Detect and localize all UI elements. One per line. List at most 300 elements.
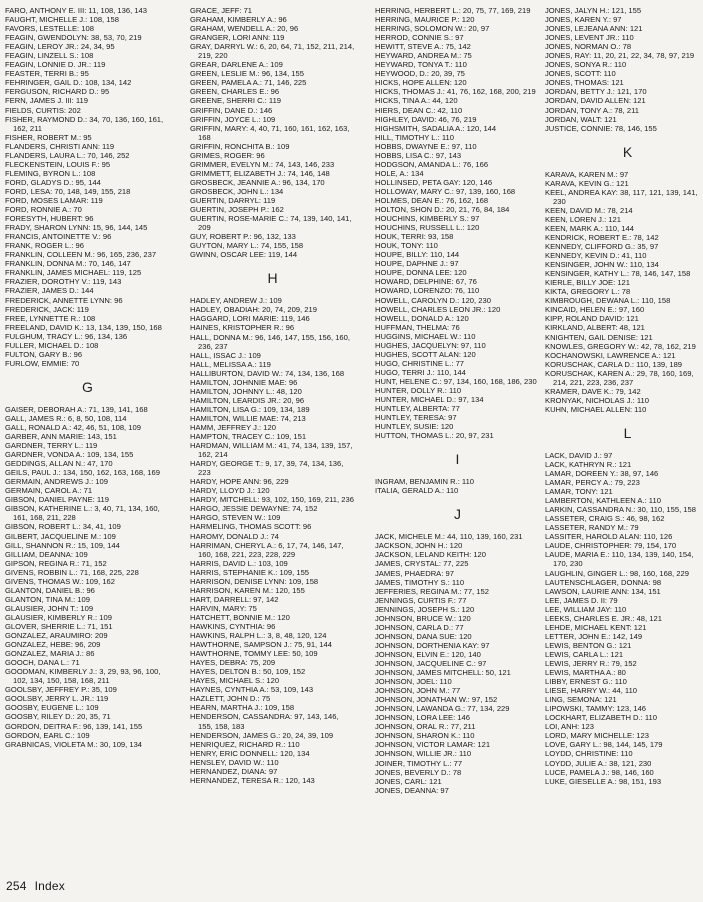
index-entry: FERGUSON, RICHARD D.: 95	[5, 87, 110, 97]
index-entry: GEILS, PAUL J.: 134, 150, 162, 163, 168, 169	[5, 468, 160, 478]
index-entry: HERRING, HERBERT L.: 20, 75, 77, 169, 219	[375, 6, 531, 15]
index-entry: GIVENS, THOMAS W.: 109, 162	[5, 576, 116, 586]
index-entry: HAMILTON, LEARDIS JR.: 20, 96	[190, 395, 305, 405]
index-entry: HOLLOWAY, MARY C.: 97, 139, 160, 168	[375, 186, 516, 196]
index-entry: KIKTA, GREGORY L.: 78	[545, 287, 631, 297]
index-entry: GARDNER, TERRY L.: 119	[5, 441, 98, 451]
index-entry: JORDAN, TONY A.: 78, 211	[545, 105, 639, 115]
index-entry: GALL, RONALD A.: 42, 46, 51, 108, 109	[5, 422, 141, 432]
index-entry: HAWTHORNE, TOMMY LEE: 50, 109	[190, 649, 318, 659]
section-letter-heading: I	[455, 451, 460, 468]
index-entry: HUNTLEY, TERESA: 97	[375, 413, 457, 423]
index-entry: GIVENS, ROBBIN L.: 71, 168, 225, 228	[5, 567, 139, 577]
index-entry: GWINN, OSCAR LEE: 119, 144	[190, 250, 298, 260]
index-entry: JONES, SONYA R.: 110	[545, 60, 627, 70]
index-entry: JOHNSON, DANA SUE: 120	[375, 631, 472, 641]
index-entry: GORDON, DEITRA F.: 96, 139, 141, 155	[5, 721, 143, 731]
index-entry: FRANKLIN, COLLEEN M.: 96, 165, 236, 237	[5, 250, 157, 260]
index-entry: FLANDERS, CHRISTI ANN: 119	[5, 141, 115, 151]
index-entry: HAMPTON, TRACEY C.: 109, 151	[190, 432, 307, 442]
index-entry: HOBBS, LISA C.: 97, 143	[375, 150, 462, 160]
index-entry: KRAMER, DAVE K.: 79, 142	[545, 386, 641, 396]
index-entry: GRIMES, ROGER: 96	[190, 150, 265, 160]
index-entry: GRAHAM, WENDELL A.: 20, 96	[190, 24, 299, 34]
index-entry: JOHNSON, VICTOR LAMAR: 121	[375, 740, 491, 750]
index-entry: GRIFFIN, RONCHITA B.: 109	[190, 141, 290, 151]
index-entry: KENDRICK, ROBERT E.: 78, 142	[545, 232, 659, 242]
index-entry: LEWIS, BENTON G.: 121	[545, 640, 632, 650]
index-entry: JORDAN, WALT: 121	[545, 114, 617, 124]
index-entry: KNIGHTEN, GAIL DENISE: 121	[545, 332, 653, 342]
index-entry: HARRISON, KAREN M.: 120, 155	[190, 585, 305, 595]
index-entry: KENNEDY, KEVIN D.: 41, 110	[545, 251, 647, 261]
index-entry: JAMES, PHAEDRA: 97	[375, 568, 454, 578]
index-entry: HUNTLEY, ALBERTA: 77	[375, 404, 460, 414]
index-entry: HUNTLEY, SUSIE: 120	[375, 422, 454, 432]
index-entry: GLANTON, DANIEL B.: 96	[5, 585, 95, 595]
index-entry: FEAGIN, LONNIE D. JR.: 119	[5, 60, 106, 70]
index-entry: KEEN, MARK A.: 110, 144	[545, 223, 634, 233]
index-entry: GUERTIN, DARRYL: 119	[190, 195, 276, 205]
index-entry: KIERLE, BILLY JOE: 121	[545, 278, 630, 288]
index-entry: JOHNSON, JOHN M.: 77	[375, 686, 461, 696]
index-entry: GALL, JAMES R.: 6, 8, 50, 108, 114	[5, 413, 127, 423]
index-entry: HARRIMAN, CHERYL A.: 6, 17, 74, 146, 147, 160, 168, 221, 223, 228, 229	[190, 540, 344, 559]
index-entry: GOOLSBY, JEFFREY P.: 35, 109	[5, 685, 117, 695]
index-entry: KRONYAK, NICHOLAS J.: 110	[545, 395, 649, 405]
index-entry: JOHNSON, WILLIE JR.: 110	[375, 749, 472, 759]
index-entry: JOHNSON, LAWANDA G.: 77, 134, 229	[375, 704, 510, 714]
index-entry: HEYWARD, ANDREA M.: 75	[375, 51, 472, 61]
index-entry: FREELAND, DAVID K.: 13, 134, 139, 150, 168	[5, 322, 162, 332]
index-entry: LASSETER, RANDY M.: 79	[545, 523, 639, 533]
index-entry: LOYDD, CHRISTINE: 110	[545, 749, 633, 759]
index-entry: HARRISON, DENISE LYNN: 109, 158	[190, 576, 319, 586]
index-entry: HOWELL, CHARLES LEON JR.: 120	[375, 304, 501, 314]
index-entry: GLAUSIER, KIMBERLY R.: 109	[5, 612, 112, 622]
index-entry: FEAGIN, LINZELL S.: 108	[5, 51, 94, 61]
index-entry: LEWIS, MARTHA A.: 80	[545, 668, 626, 678]
index-entry: JENNINGS, JOSEPH S.: 120	[375, 604, 475, 614]
index-entry: GILBERT, JACQUELINE M.: 109	[5, 531, 116, 541]
index-entry: HERRING, MAURICE P.: 120	[375, 15, 475, 25]
index-entry: JONES, DEANNA: 97	[375, 785, 449, 795]
index-entry: HAINES, KRISTOPHER R.: 96	[190, 323, 295, 333]
index-entry: FULLER, MICHAEL D.: 108	[5, 340, 99, 350]
footer-label: Index	[34, 879, 65, 893]
index-entry: JORDAN, BETTY J.: 121, 170	[545, 87, 647, 97]
index-entry: HALL, DONNA M.: 96, 146, 147, 155, 156, 160, 236, 237	[190, 332, 350, 351]
index-entry: JOHNSON, JAMES MITCHELL: 50, 121	[375, 668, 511, 678]
index-entry: HERNANDEZ, DIANA: 97	[190, 766, 278, 776]
index-entry: LUKE, GIESELLE A.: 98, 151, 193	[545, 776, 662, 786]
index-entry: LOCKHART, ELIZABETH D.: 110	[545, 713, 657, 723]
index-entry: LEE, WILLIAM JAY: 110	[545, 604, 627, 614]
index-entry: HERROD, CONNIE S.: 97	[375, 33, 464, 43]
index-entry: GOODMAN, KIMBERLY J.: 3, 29, 93, 96, 100, 102, 134, 150, 158, 168, 211	[5, 667, 161, 686]
index-entry: HAROMY, DONALD J.: 74	[190, 531, 279, 541]
index-entry: HUFFMAN, THELMA: 76	[375, 322, 460, 332]
index-entry: GRIMMETT, ELIZABETH J.: 74, 146, 148	[190, 168, 330, 178]
index-entry: HENDERSON, JAMES G.: 20, 24, 39, 109	[190, 730, 334, 740]
index-entry: GREAR, DARLENE A.: 109	[190, 60, 283, 70]
index-column-1	[5, 6, 170, 749]
index-entry: GORDON, EARL C.: 109	[5, 730, 90, 740]
index-entry: LOI, ANH: 123	[545, 722, 594, 732]
section-letter-heading: K	[622, 143, 633, 160]
index-entry: HAMM, JEFFREY J.: 120	[190, 422, 276, 432]
index-entry: GARBER, ANN MARIE: 143, 151	[5, 432, 117, 442]
index-entry: LIESE, HARRY W.: 44, 110	[545, 686, 638, 696]
index-entry: GROSBECK, JOHN L.: 134	[190, 186, 284, 196]
index-entry: FAVORS, LESTELLE: 108	[5, 24, 94, 34]
index-entry: HOLMES, DEAN E.: 76, 162, 168	[375, 195, 489, 205]
index-entry: GOOSBY, RILEY D.: 20, 35, 71	[5, 712, 111, 722]
index-entry: LEWIS, CARLA L.: 121	[545, 649, 624, 659]
index-entry: HENSLEY, DAVID W.: 110	[190, 757, 279, 767]
index-entry: HOUCHINS, KIMBERLY S.: 97	[375, 214, 480, 224]
index-entry: HOWARD, LORENZO: 76, 110	[375, 286, 480, 296]
index-entry: LEE, JAMES D. II: 79	[545, 595, 618, 605]
index-entry: HUGHES, SCOTT ALAN: 120	[375, 349, 476, 359]
index-entry: FREDERICK, JACK: 119	[5, 304, 89, 314]
index-entry: JOHNSON, ORAL R.: 77, 211	[375, 722, 476, 732]
index-entry: GRIMMER, EVELYN M.: 74, 143, 146, 233	[190, 159, 335, 169]
index-entry: KARAVA, KAREN M.: 97	[545, 169, 629, 179]
index-entry: KNOWLES, GREGORY W.: 42, 78, 162, 219	[545, 341, 696, 351]
index-entry: JONES, JALYN H.: 121, 155	[545, 6, 642, 15]
index-entry: FLEMING, BYRON L.: 108	[5, 168, 96, 178]
index-entry: HIGHLEY, DAVID: 46, 76, 219	[375, 114, 477, 124]
index-entry: HARRIS, DAVID L.: 103, 109	[190, 558, 288, 568]
index-entry: LASSETER, CRAIG S.: 46, 98, 162	[545, 514, 665, 524]
index-entry: HAYES, DELTON B.: 50, 109, 152	[190, 667, 306, 677]
index-entry: GONZALEZ, ARAUMIRO: 209	[5, 631, 108, 641]
index-entry: HATCHETT, BONNIE M.: 120	[190, 612, 290, 622]
index-entry: KIRKLAND, ALBERT: 48, 121	[545, 323, 645, 333]
index-entry: HAMILTON, JOHNNIE MAE: 96	[190, 377, 298, 387]
index-entry: HUNTER, DOLLY R.: 110	[375, 385, 462, 395]
index-entry: LEEKS, CHARLES E. JR.: 48, 121	[545, 613, 662, 623]
index-entry: JOHNSON, CARLA D.: 77	[375, 622, 464, 632]
index-entry: LOVE, GARY L.: 98, 144, 145, 179	[545, 740, 663, 750]
index-entry: LAMAR, PERCY A.: 79, 223	[545, 478, 640, 488]
index-entry: JOHNSON, LORA LEE: 146	[375, 713, 470, 723]
index-entry: GREEN, PAMELA A.: 71, 146, 225	[190, 78, 307, 88]
index-entry: JOHNSON, ELVIN E.: 120, 140	[375, 649, 481, 659]
index-entry: HICKS, HOPE ALLEN: 120	[375, 78, 467, 88]
index-entry: FRADY, SHARON LYNN: 15, 96, 144, 145	[5, 223, 148, 233]
index-entry: JACKSON, LELAND KEITH: 120	[375, 550, 486, 560]
index-entry: GROSBECK, JEANNIE A.: 96, 134, 170	[190, 177, 325, 187]
index-entry: HENRIQUEZ, RICHARD R.: 110	[190, 739, 300, 749]
index-entry: HOBBS, DWAYNE E.: 97, 110	[375, 141, 477, 151]
index-entry: JONES, THOMAS: 121	[545, 78, 624, 88]
index-entry: GRABNICAS, VIOLETA M.: 30, 109, 134	[5, 739, 143, 749]
index-entry: HAWKINS, RALPH L.: 3, 8, 48, 120, 124	[190, 631, 327, 641]
index-entry: HAZLETT, JOHN D.: 75	[190, 694, 271, 704]
index-entry: FORD, GLADYS D.: 95, 144	[5, 177, 101, 187]
index-entry: GEDDINGS, ALLAN N.: 47, 170	[5, 459, 113, 469]
index-entry: GOOLSBY, JERRY L. JR.: 119	[5, 694, 109, 704]
index-entry: LEHDE, MICHAEL KENT: 121	[545, 622, 647, 632]
index-entry: KEEN, LOREN J.: 121	[545, 214, 621, 224]
index-entry: LIBBY, ERNEST G.: 110	[545, 677, 627, 687]
index-entry: KARAVA, KEVIN G.: 121	[545, 178, 629, 188]
index-entry: LING, SEMONA: 121	[545, 695, 617, 705]
index-entry: KORUSCHAK, CARLA D.: 110, 139, 189	[545, 359, 683, 369]
section-letter-heading: L	[623, 424, 632, 441]
index-entry: GREEN, CHARLES E.: 96	[190, 87, 280, 97]
index-entry: HIGHSMITH, SADALIA A.: 120, 144	[375, 123, 497, 133]
index-entry: JONES, BEVERLY D.: 78	[375, 767, 462, 777]
index-entry: HARMELING, THOMAS SCOTT: 96	[190, 522, 312, 532]
index-entry: ITALIA, GERALD A.: 110	[375, 486, 459, 496]
index-entry: GIBSON, DANIEL PAYNE: 119	[5, 495, 109, 505]
index-entry: JACKSON, JOHN H.: 120	[375, 541, 463, 551]
index-entry: HARRIS, STEPHANIE K.: 109, 155	[190, 567, 310, 577]
index-entry: HARGO, JESSIE DEWAYNE: 74, 152	[190, 504, 318, 514]
index-entry: FERN, JAMES J. III: 119	[5, 96, 88, 106]
index-entry: HERRING, SOLOMON W.: 20, 97	[375, 24, 490, 34]
index-entry: LAMAR, TONY: 121	[545, 487, 613, 497]
index-entry: HAWTHORNE, SAMPSON J.: 75, 91, 144	[190, 640, 332, 650]
index-column-3	[375, 6, 540, 795]
section-letter-heading: J	[454, 506, 461, 523]
index-entry: HAMILTON, LISA G.: 109, 134, 189	[190, 404, 310, 414]
index-entry: KENSINGER, KATHY L.: 78, 146, 147, 158	[545, 269, 691, 279]
index-entry: LAMBERTON, KATHLEEN A.: 110	[545, 496, 661, 506]
index-entry: LASSITER, HAROLD ALAN: 110, 126	[545, 532, 673, 542]
index-entry: GUYTON, MARY L.: 74, 155, 158	[190, 241, 304, 251]
index-entry: JEFFERIES, REGINA M.: 77, 152	[375, 586, 489, 596]
index-entry: HOUK, TONY: 110	[375, 241, 438, 251]
index-entry: JORDAN, DAVID ALLEN: 121	[545, 96, 646, 106]
index-entry: KORUSCHAK, KAREN A.: 29, 78, 160, 169, 214, 221, 223, 236, 237	[545, 368, 694, 387]
index-entry: KEEN, DAVID M.: 78, 214	[545, 205, 633, 215]
index-entry: GLANTON, TINA M.: 109	[5, 594, 90, 604]
index-entry: FRANCIS, ANTOINETTE V.: 96	[5, 232, 112, 242]
index-entry: GERMAIN, CAROL A.: 71	[5, 486, 93, 496]
index-entry: HUGGINS, MICHAEL W.: 110	[375, 331, 476, 341]
index-column-4	[545, 6, 703, 786]
index-entry: FRANKLIN, DONNA M.: 70, 146, 147	[5, 259, 131, 269]
index-entry: LAMAR, DOREEN Y.: 38, 97, 146	[545, 469, 659, 479]
index-entry: JAMES, CRYSTAL: 77, 225	[375, 559, 469, 569]
index-entry: GARDNER, VONDA A.: 109, 134, 155	[5, 450, 134, 460]
index-entry: HARVIN, MARY: 75	[190, 603, 257, 613]
index-entry: HARGO, STEVEN W.: 109	[190, 513, 281, 523]
index-entry: JENNINGS, CURTIS F.: 77	[375, 595, 467, 605]
index-entry: FLANDERS, LAURA L.: 70, 146, 252	[5, 150, 130, 160]
index-entry: HUGO, CHRISTINE L.: 77	[375, 358, 465, 368]
index-entry: LACK, KATHRYN R.: 121	[545, 459, 632, 469]
index-entry: GRIFFIN, MARY: 4, 40, 71, 160, 161, 162, 163, 168	[190, 123, 350, 142]
index-entry: FRANKLIN, JAMES MICHAEL: 119, 125	[5, 268, 142, 278]
index-entry: HOLTON, SHON D.: 20, 21, 76, 84, 184	[375, 205, 510, 215]
index-entry: GRIFFIN, JOYCE L.: 109	[190, 114, 276, 124]
index-entry: HUTTON, THOMAS L.: 20, 97, 231	[375, 431, 494, 441]
index-entry: HUGHES, JACQUELYN: 97, 110	[375, 340, 486, 350]
index-entry: HADLEY, OBADIAH: 20, 74, 209, 219	[190, 305, 317, 315]
index-entry: HOUPE, DONNA LEE: 120	[375, 268, 467, 278]
index-entry: JONES, RAY: 11, 20, 21, 22, 34, 78, 97, 219	[545, 51, 695, 61]
index-entry: FEAGIN, LEROY JR.: 24, 34, 95	[5, 42, 115, 52]
index-entry: HAMILTON, WILLIE MAE: 74, 213	[190, 413, 306, 423]
index-entry: GUERTIN, ROSE-MARIE C.: 74, 139, 140, 141, 209	[190, 214, 352, 233]
index-entry: JOINER, TIMOTHY L.: 77	[375, 758, 463, 768]
index-entry: GRANGER, LORI ANN: 119	[190, 33, 285, 43]
index-entry: KIMBROUGH, DEWANA L.: 110, 158	[545, 296, 671, 306]
index-entry: FULTON, GARY B.: 96	[5, 349, 83, 359]
index-entry: LUCE, PAMELA J.: 98, 146, 160	[545, 767, 654, 777]
index-entry: JONES, LEJEANA ANN: 121	[545, 24, 643, 34]
index-entry: HENDERSON, CASSANDRA: 97, 143, 146, 155, 158, 183	[190, 712, 339, 731]
index-entry: LAUTENSCHLAGER, DONNA: 98	[545, 577, 662, 587]
index-entry: HAYES, DEBRA: 75, 209	[190, 658, 276, 668]
index-entry: LAUDE, MARIA E.: 110, 134, 139, 140, 154, 170, 230	[545, 550, 694, 569]
index-entry: JOHNSON, BRUCE W.: 120	[375, 613, 471, 623]
index-entry: HEARN, MARTHA J.: 109, 158	[190, 703, 295, 713]
index-entry: HOUK, TERRI: 93, 158	[375, 232, 454, 242]
index-entry: KENNEDY, CLIFFORD G.: 35, 97	[545, 242, 659, 252]
index-column-2	[190, 6, 355, 785]
index-entry: HAGGARD, LORI MARIE: 119, 146	[190, 314, 310, 324]
index-entry: FURLOW, EMMIE: 70	[5, 358, 80, 368]
page-number: 254	[6, 879, 27, 893]
index-entry: HEYWOOD, D.: 20, 39, 75	[375, 69, 465, 79]
index-entry: HALLIBURTON, DAVID W.: 74, 134, 136, 168	[190, 368, 345, 378]
index-entry: HOLLINSED, PETA GAY: 120, 146	[375, 177, 493, 187]
index-entry: HICKS, THOMAS J.: 41, 76, 162, 168, 200, 219	[375, 87, 536, 97]
index-entry: LARKIN, CASSANDRA N.: 30, 110, 155, 158	[545, 505, 696, 515]
index-entry: JOHNSON, DORTHENIA KAY: 97	[375, 640, 490, 650]
index-entry: GRAY, DARRYL W.: 6, 20, 64, 71, 152, 211, 214, 219, 220	[190, 42, 355, 61]
index-entry: JONES, LEVENT JR.: 110	[545, 33, 634, 43]
index-entry: HUNTER, MICHAEL D.: 97, 134	[375, 395, 484, 405]
index-entry: HUNT, HELENE C.: 97, 134, 160, 168, 186, 230	[375, 376, 537, 386]
index-entry: FREDERICK, ANNETTE LYNN: 96	[5, 295, 123, 305]
index-entry: LEWIS, JERRY R.: 79, 152	[545, 659, 637, 668]
index-entry: HEWITT, STEVE A.: 75, 142	[375, 42, 471, 52]
index-entry: FRAZIER, JAMES D.: 144	[5, 286, 94, 296]
index-entry: GREEN, LESLIE M.: 96, 134, 155	[190, 69, 304, 79]
index-entry: GAISER, DEBORAH A.: 71, 139, 141, 168	[5, 404, 148, 414]
index-entry: HAYES, MICHAEL S.: 120	[190, 676, 280, 686]
index-entry: HARDMAN, WILLIAM M.: 41, 74, 134, 139, 157, 162, 214	[190, 441, 353, 460]
section-letter-heading: H	[267, 270, 278, 287]
index-entry: HOWELL, DONALD A.: 120	[375, 313, 469, 323]
index-entry: JOHNSON, JACQUELINE C.: 97	[375, 659, 487, 668]
index-entry: FORD, RONNIE A.: 70	[5, 205, 82, 215]
index-entry: HOUPE, BILLY: 110, 144	[375, 250, 460, 260]
index-entry: KEEL, ANDREA KAY: 38, 117, 121, 139, 141, 230	[545, 187, 698, 206]
index-entry: GIPSON, REGINA R.: 71, 152	[5, 558, 107, 568]
index-entry: JONES, NORMAN O.: 78	[545, 42, 632, 52]
index-entry: GONZALEZ, MARIA J.: 86	[5, 649, 95, 659]
index-entry: LAWSON, LAURIE ANN: 134, 151	[545, 586, 661, 596]
index-entry: LACK, DAVID J.: 97	[545, 450, 613, 460]
index-entry: GUERTIN, JOSEPH P.: 162	[190, 205, 284, 215]
index-entry: HILL, TIMOTHY L.: 110	[375, 132, 454, 142]
index-entry: FEAGIN, GWENDOLYN: 38, 53, 70, 219	[5, 33, 142, 43]
page-footer	[6, 879, 65, 893]
index-entry: KIPP, ROLAND DAVID: 121	[545, 314, 639, 324]
index-entry: JONES, SCOTT: 110	[545, 69, 616, 79]
index-entry: HARDY, GEORGE T.: 9, 17, 39, 74, 134, 136, 223	[190, 459, 344, 478]
index-entry: HIERS, DEAN C.: 42, 110	[375, 105, 463, 115]
index-entry: GIBSON, ROBERT L.: 34, 41, 109	[5, 522, 121, 532]
index-entry: GOOSBY, EUGENE L.: 109	[5, 703, 99, 713]
index-entry: JAMES, TIMOTHY S.: 110	[375, 577, 465, 587]
index-entry: HAYNES, CYNTHIA A.: 53, 109, 143	[190, 685, 314, 695]
index-entry: FREE, LYNNETTE R.: 108	[5, 313, 96, 323]
index-entry: GILLIAM, DEANNA: 109	[5, 549, 88, 559]
index-entry: HEYWARD, TONYA T.: 110	[375, 60, 467, 70]
index-entry: FIELDS, CURTIS: 202	[5, 105, 81, 115]
index-entry: GIBSON, KATHERINE L.: 3, 40, 71, 134, 160, 161, 168, 211, 228	[5, 504, 160, 523]
index-entry: HAMILTON, JOHNNY L.: 48, 120	[190, 386, 302, 396]
index-entry: KINCAID, HELEN E.: 97, 160	[545, 305, 645, 315]
index-entry: LAUDE, CHRISTOPHER: 79, 154, 170	[545, 541, 677, 551]
index-entry: LORD, MARY MICHELLE: 123	[545, 731, 649, 741]
index-entry: GLAUSIER, JOHN T.: 109	[5, 603, 94, 613]
index-entry: HODGSON, AMANDA L.: 76, 166	[375, 159, 489, 169]
index-entry: JONES, KAREN Y.: 97	[545, 15, 622, 25]
index-entry: GILL, SHANNON R.: 15, 109, 144	[5, 540, 120, 550]
index-entry: GERMAIN, ANDREWS J.: 109	[5, 477, 108, 487]
index-entry: HADLEY, ANDREW J.: 109	[190, 296, 282, 306]
index-entry: HICKS, TINA A.: 44, 120	[375, 96, 458, 106]
index-entry: JACK, MICHELE M.: 44, 110, 139, 160, 231	[375, 532, 523, 542]
index-entry: HOWELL, CAROLYN D.: 120, 230	[375, 295, 491, 305]
index-entry: LETTER, JOHN E.: 142, 149	[545, 631, 643, 641]
index-entry: GLOVER, SHERRIE L.: 71, 151	[5, 622, 113, 631]
index-entry: FRANK, ROGER L.: 96	[5, 241, 84, 251]
index-entry: FEHRINGER, GAIL D.: 108, 134, 142	[5, 78, 132, 88]
index-entry: GONZALEZ, HEBE: 96, 209	[5, 640, 101, 650]
index-entry: LOYDD, JULIE A.: 38, 121, 230	[545, 758, 652, 768]
index-entry: JOHNSON, JONATHAN W.: 97, 152	[375, 695, 498, 705]
index-entry: JUSTICE, CONNIE: 78, 146, 155	[545, 123, 657, 133]
index-entry: JONES, CARL: 121	[375, 776, 442, 786]
index-entry: HARDY, LLOYD J.: 120	[190, 486, 270, 496]
index-entry: INGRAM, BENJAMIN R.: 110	[375, 477, 475, 487]
index-entry: GUY, ROBERT P.: 96, 132, 133	[190, 232, 296, 242]
index-entry: JOHNSON, JOEL: 110	[375, 677, 452, 687]
index-entry: FLECKENSTEIN, LOUIS F.: 95	[5, 159, 111, 169]
index-entry: HERNANDEZ, TERESA R.: 120, 143	[190, 775, 315, 785]
index-entry: KUHN, MICHAEL ALLEN: 110	[545, 404, 647, 414]
index-entry: FRAZIER, DOROTHY V.: 119, 143	[5, 277, 122, 287]
index-entry: FEASTER, TERRI B.: 95	[5, 69, 89, 79]
index-entry: FORD, LESA: 70, 148, 149, 155, 218	[5, 186, 131, 196]
index-entry: LIPOWSKI, TAMMY: 123, 146	[545, 704, 647, 714]
index-entry: HARDY, MITCHELL: 93, 102, 150, 169, 211, 236	[190, 495, 354, 505]
index-entry: JOHNSON, SHARON K.: 110	[375, 731, 475, 741]
index-entry: GRIFFIN, DANE D.: 146	[190, 105, 273, 115]
index-entry: HARDY, HOPE ANN: 96, 229	[190, 477, 289, 487]
index-entry: GREENE, SHERRI C.: 119	[190, 96, 282, 106]
index-entry: HALL, MELISSA A.: 119	[190, 359, 271, 369]
index-entry: GRACE, JEFF: 71	[190, 6, 253, 15]
index-entry: HUGO, TERRI J.: 110, 144	[375, 367, 466, 377]
index-entry: FORD, MOSES LAMAR: 119	[5, 195, 103, 205]
index-entry: HOLE, A.: 134	[375, 168, 424, 178]
index-entry: FAUGHT, MICHELLE J.: 108, 158	[5, 15, 119, 25]
index-entry: HART, DARRELL: 97, 142	[190, 594, 279, 604]
index-entry: FISHER, ROBERT M.: 95	[5, 132, 92, 142]
